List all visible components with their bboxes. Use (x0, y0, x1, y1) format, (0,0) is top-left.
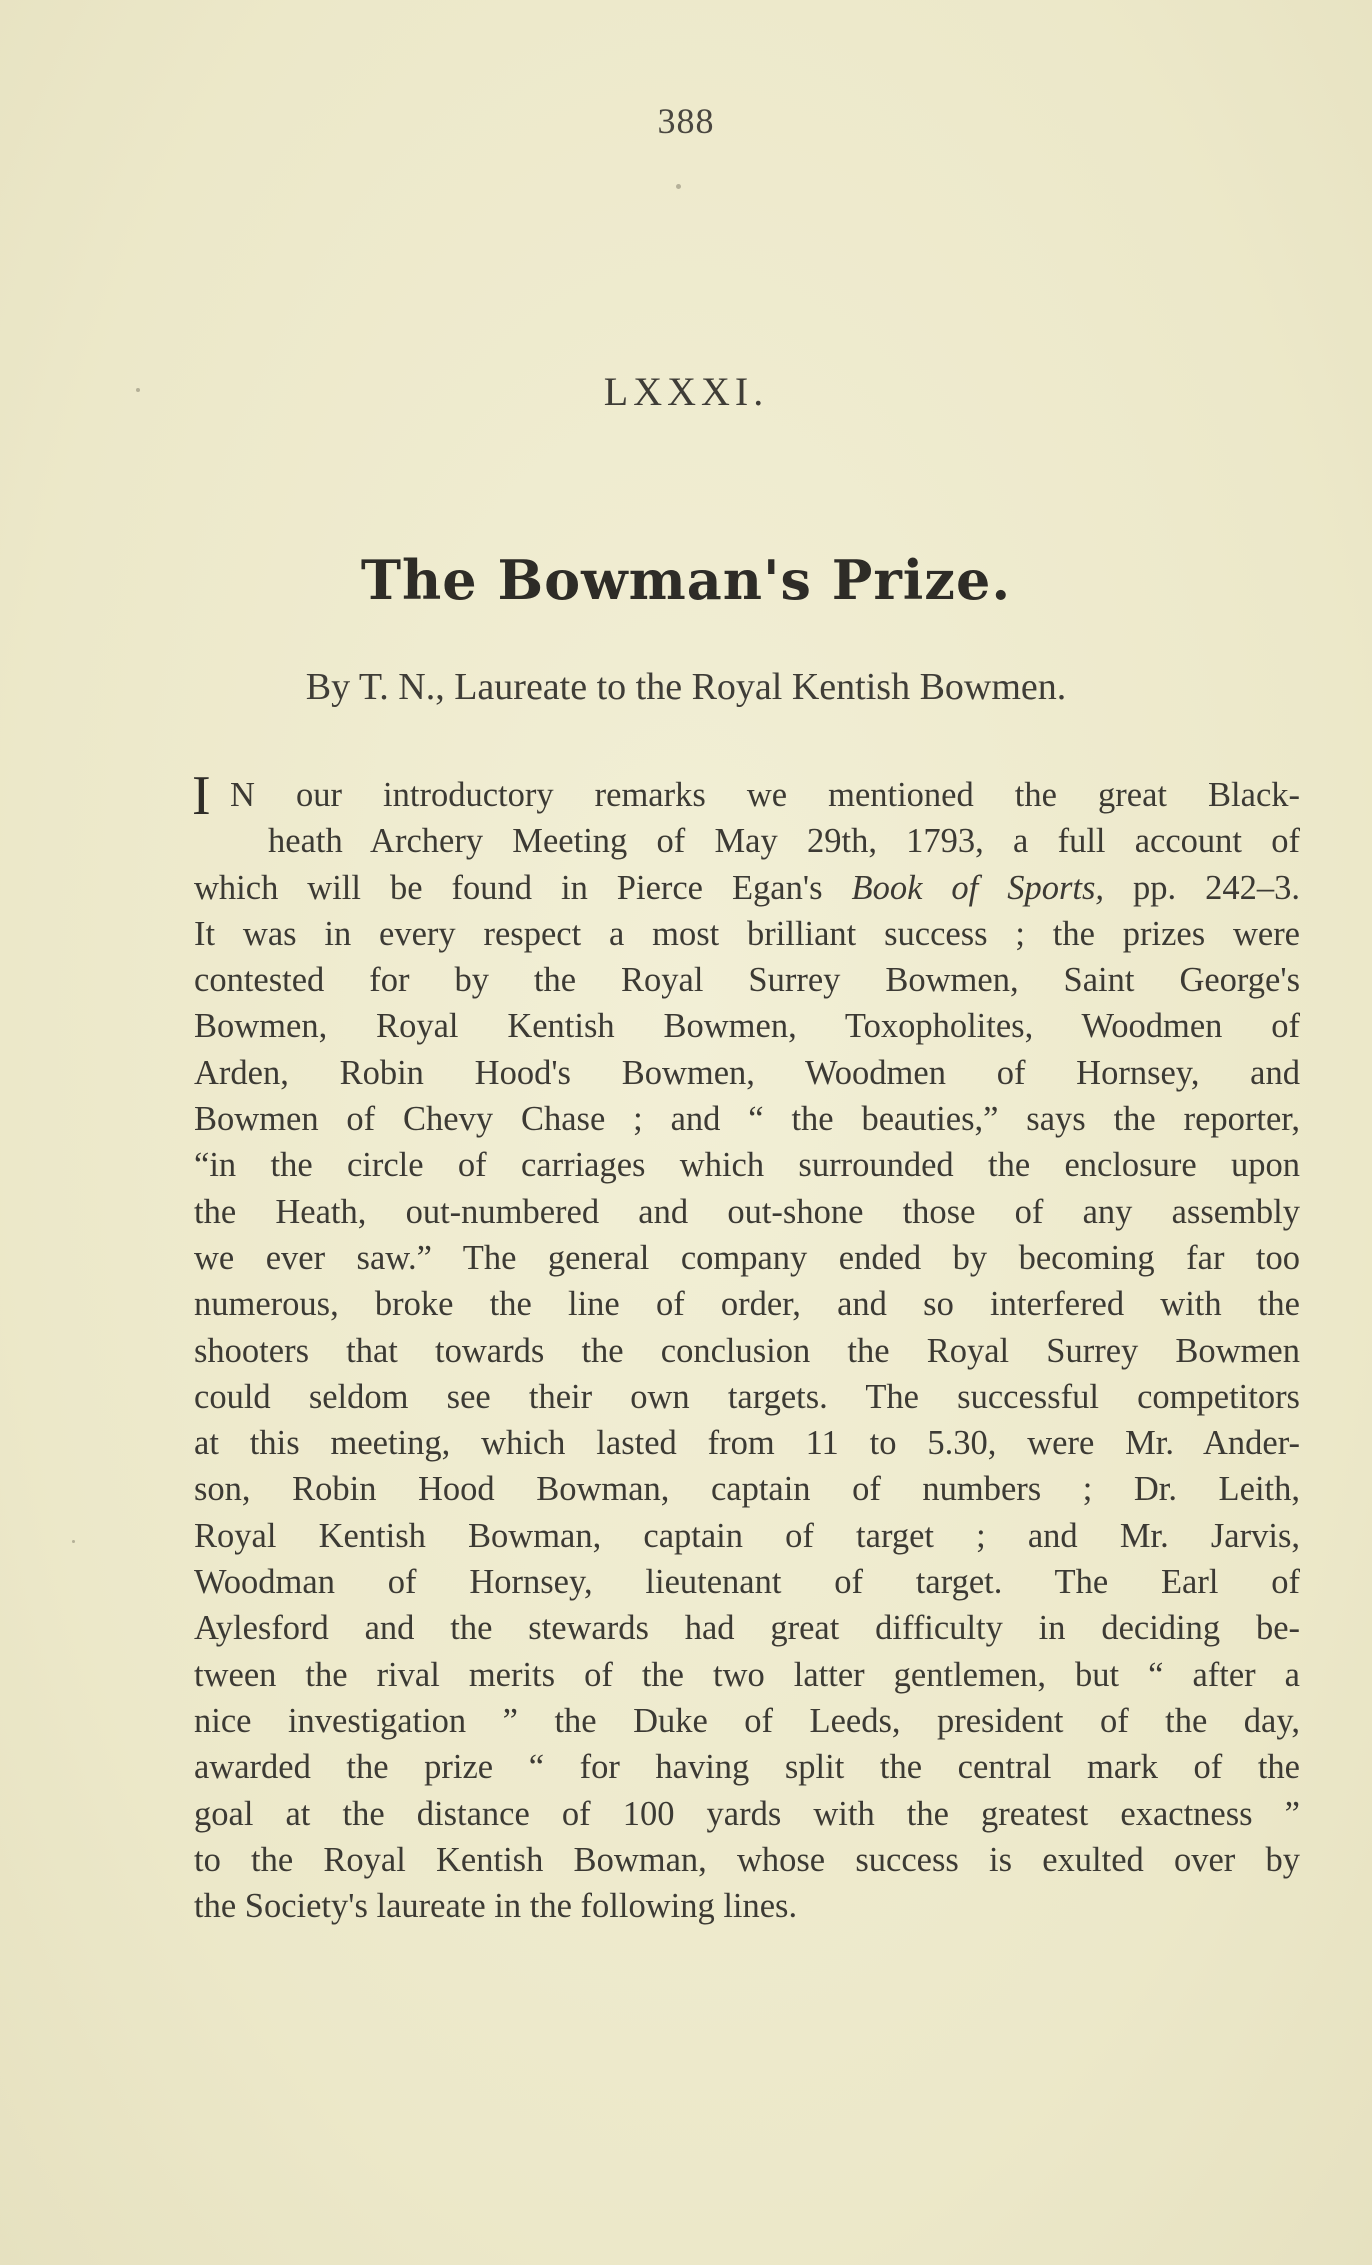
text-line: contested for by the Royal Surrey Bowmen, Saint George's (194, 961, 1300, 1000)
byline: By T. N., Laureate to the Royal Kentish Bowmen. (305, 666, 1067, 708)
text-line: we ever saw.” The general company ended by becoming far too (194, 1238, 1300, 1277)
drop-cap: I (192, 765, 211, 827)
paper-speck (136, 388, 140, 392)
chapter-number: LXXXI. (603, 369, 769, 414)
text-line: Bowmen of Chevy Chase ; and “ the beauties,” says the reporter, (194, 1100, 1300, 1139)
text-line: at this meeting, which lasted from 11 to 5.30, were Mr. Ander- (194, 1424, 1300, 1463)
text-line: N our introductory remarks we mentioned the great Black- (230, 776, 1300, 814)
text-line: “in the circle of carriages which surrounded the enclosure upon (194, 1146, 1300, 1185)
text-line: the Heath, out-numbered and out-shone those of any assembly (194, 1192, 1300, 1231)
text-line: son, Robin Hood Bowman, captain of numbers ; Dr. Leith, (194, 1470, 1300, 1509)
text-line: Arden, Robin Hood's Bowmen, Woodmen of Hornsey, and (194, 1053, 1300, 1092)
text-line: shooters that towards the conclusion the Royal Surrey Bowmen (194, 1331, 1300, 1370)
text-line: the Society's laureate in the following lines. (194, 1887, 798, 1926)
page-number: 388 (657, 101, 715, 141)
text-line: could seldom see their own targets. The successful competitors (194, 1377, 1300, 1416)
text-line-with-italic (194, 865, 1300, 911)
page-title: The Bowman's Prize. (360, 548, 1012, 612)
text-line: Aylesford and the stewards had great difficulty in deciding be- (194, 1609, 1300, 1648)
text-line: It was in every respect a most brilliant success ; the prizes were (194, 914, 1300, 953)
body-text (192, 765, 1301, 1929)
text-line: Bowmen, Royal Kentish Bowmen, Toxopholites, Woodmen of (194, 1007, 1300, 1046)
text-line: tween the rival merits of the two latter gentlemen, but “ after a (194, 1655, 1300, 1694)
text-line: numerous, broke the line of order, and so interfered with the (194, 1285, 1300, 1324)
text-fragment: pp. 242–3. (1133, 868, 1301, 907)
book-title-italic: Book of Sports, (851, 868, 1105, 907)
text-line: awarded the prize “ for having split the central mark of the (194, 1748, 1300, 1787)
text-line: Royal Kentish Bowman, captain of target ; and Mr. Jarvis, (194, 1516, 1300, 1555)
text-line: nice investigation ” the Duke of Leeds, president of the day, (194, 1701, 1300, 1740)
text-line: goal at the distance of 100 yards with the greatest exactness ” (194, 1794, 1300, 1833)
text-line: heath Archery Meeting of May 29th, 1793, a full account of (268, 822, 1300, 861)
text-line: Woodman of Hornsey, lieutenant of target. The Earl of (194, 1563, 1300, 1602)
paper-speck (676, 184, 681, 189)
text-line: to the Royal Kentish Bowman, whose success is exulted over by (194, 1840, 1300, 1879)
text-fragment: which will be found in Pierce Egan's (194, 868, 823, 907)
paper-speck (72, 1540, 75, 1543)
